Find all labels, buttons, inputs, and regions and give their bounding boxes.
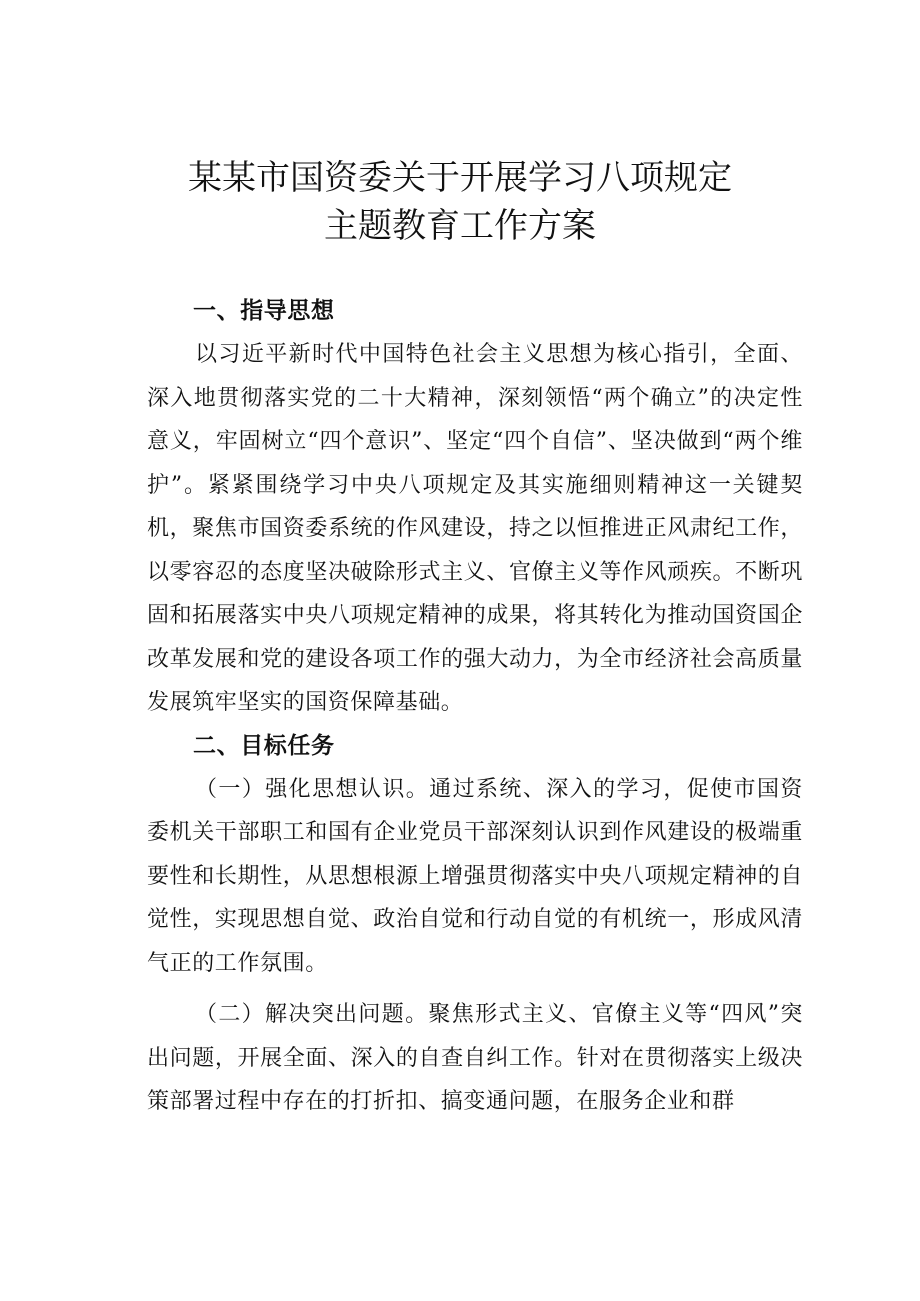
section-heading-goals-tasks: 二、目标任务	[193, 732, 335, 759]
document-title	[0, 154, 920, 250]
title-line-1: 某某市国资委关于开展学习八项规定	[188, 158, 732, 198]
paragraph-strengthen-awareness: （一）强化思想认识。通过系统、深入的学习，促使市国资委机关干部职工和国有企业党员干部深刻认识到作风建设的极端重要性和长期性，从思想根源上增强贯彻落实中央八项规定精神的自觉性，实现思想自觉、政治自觉和行动自觉的有机统一，形成风清气正的工作氛围。	[147, 776, 803, 976]
section-heading-guiding-ideology: 一、指导思想	[193, 298, 335, 324]
paragraph-guiding-ideology: 以习近平新时代中国特色社会主义思想为核心指引，全面、深入地贯彻落实党的二十大精神，深刻领悟“两个确立”的决定性意义，牢固树立“四个意识”、坚定“四个自信”、坚决做到“两个维护”。紧紧围绕学习中央八项规定及其实施细则精神这一关键契机，聚焦市国资委系统的作风建设，持之以恒推进正风肃纪工作，以零容忍的态度坚决破除形式主义、官僚主义等作风顽疾。不断巩固和拓展落实中央八项规定精神的成果，将其转化为推动国资国企改革发展和党的建设各项工作的强大动力，为全市经济社会高质量发展筑牢坚实的国资保障基础。	[147, 342, 803, 715]
paragraph-solve-problems: （二）解决突出问题。聚焦形式主义、官僚主义等“四风”突出问题，开展全面、深入的自查自纠工作。针对在贯彻落实上级决策部署过程中存在的打折扣、搞变通问题，在服务企业和群	[147, 1002, 803, 1114]
title-line-2: 主题教育工作方案	[324, 206, 596, 246]
document-body	[147, 290, 803, 1124]
